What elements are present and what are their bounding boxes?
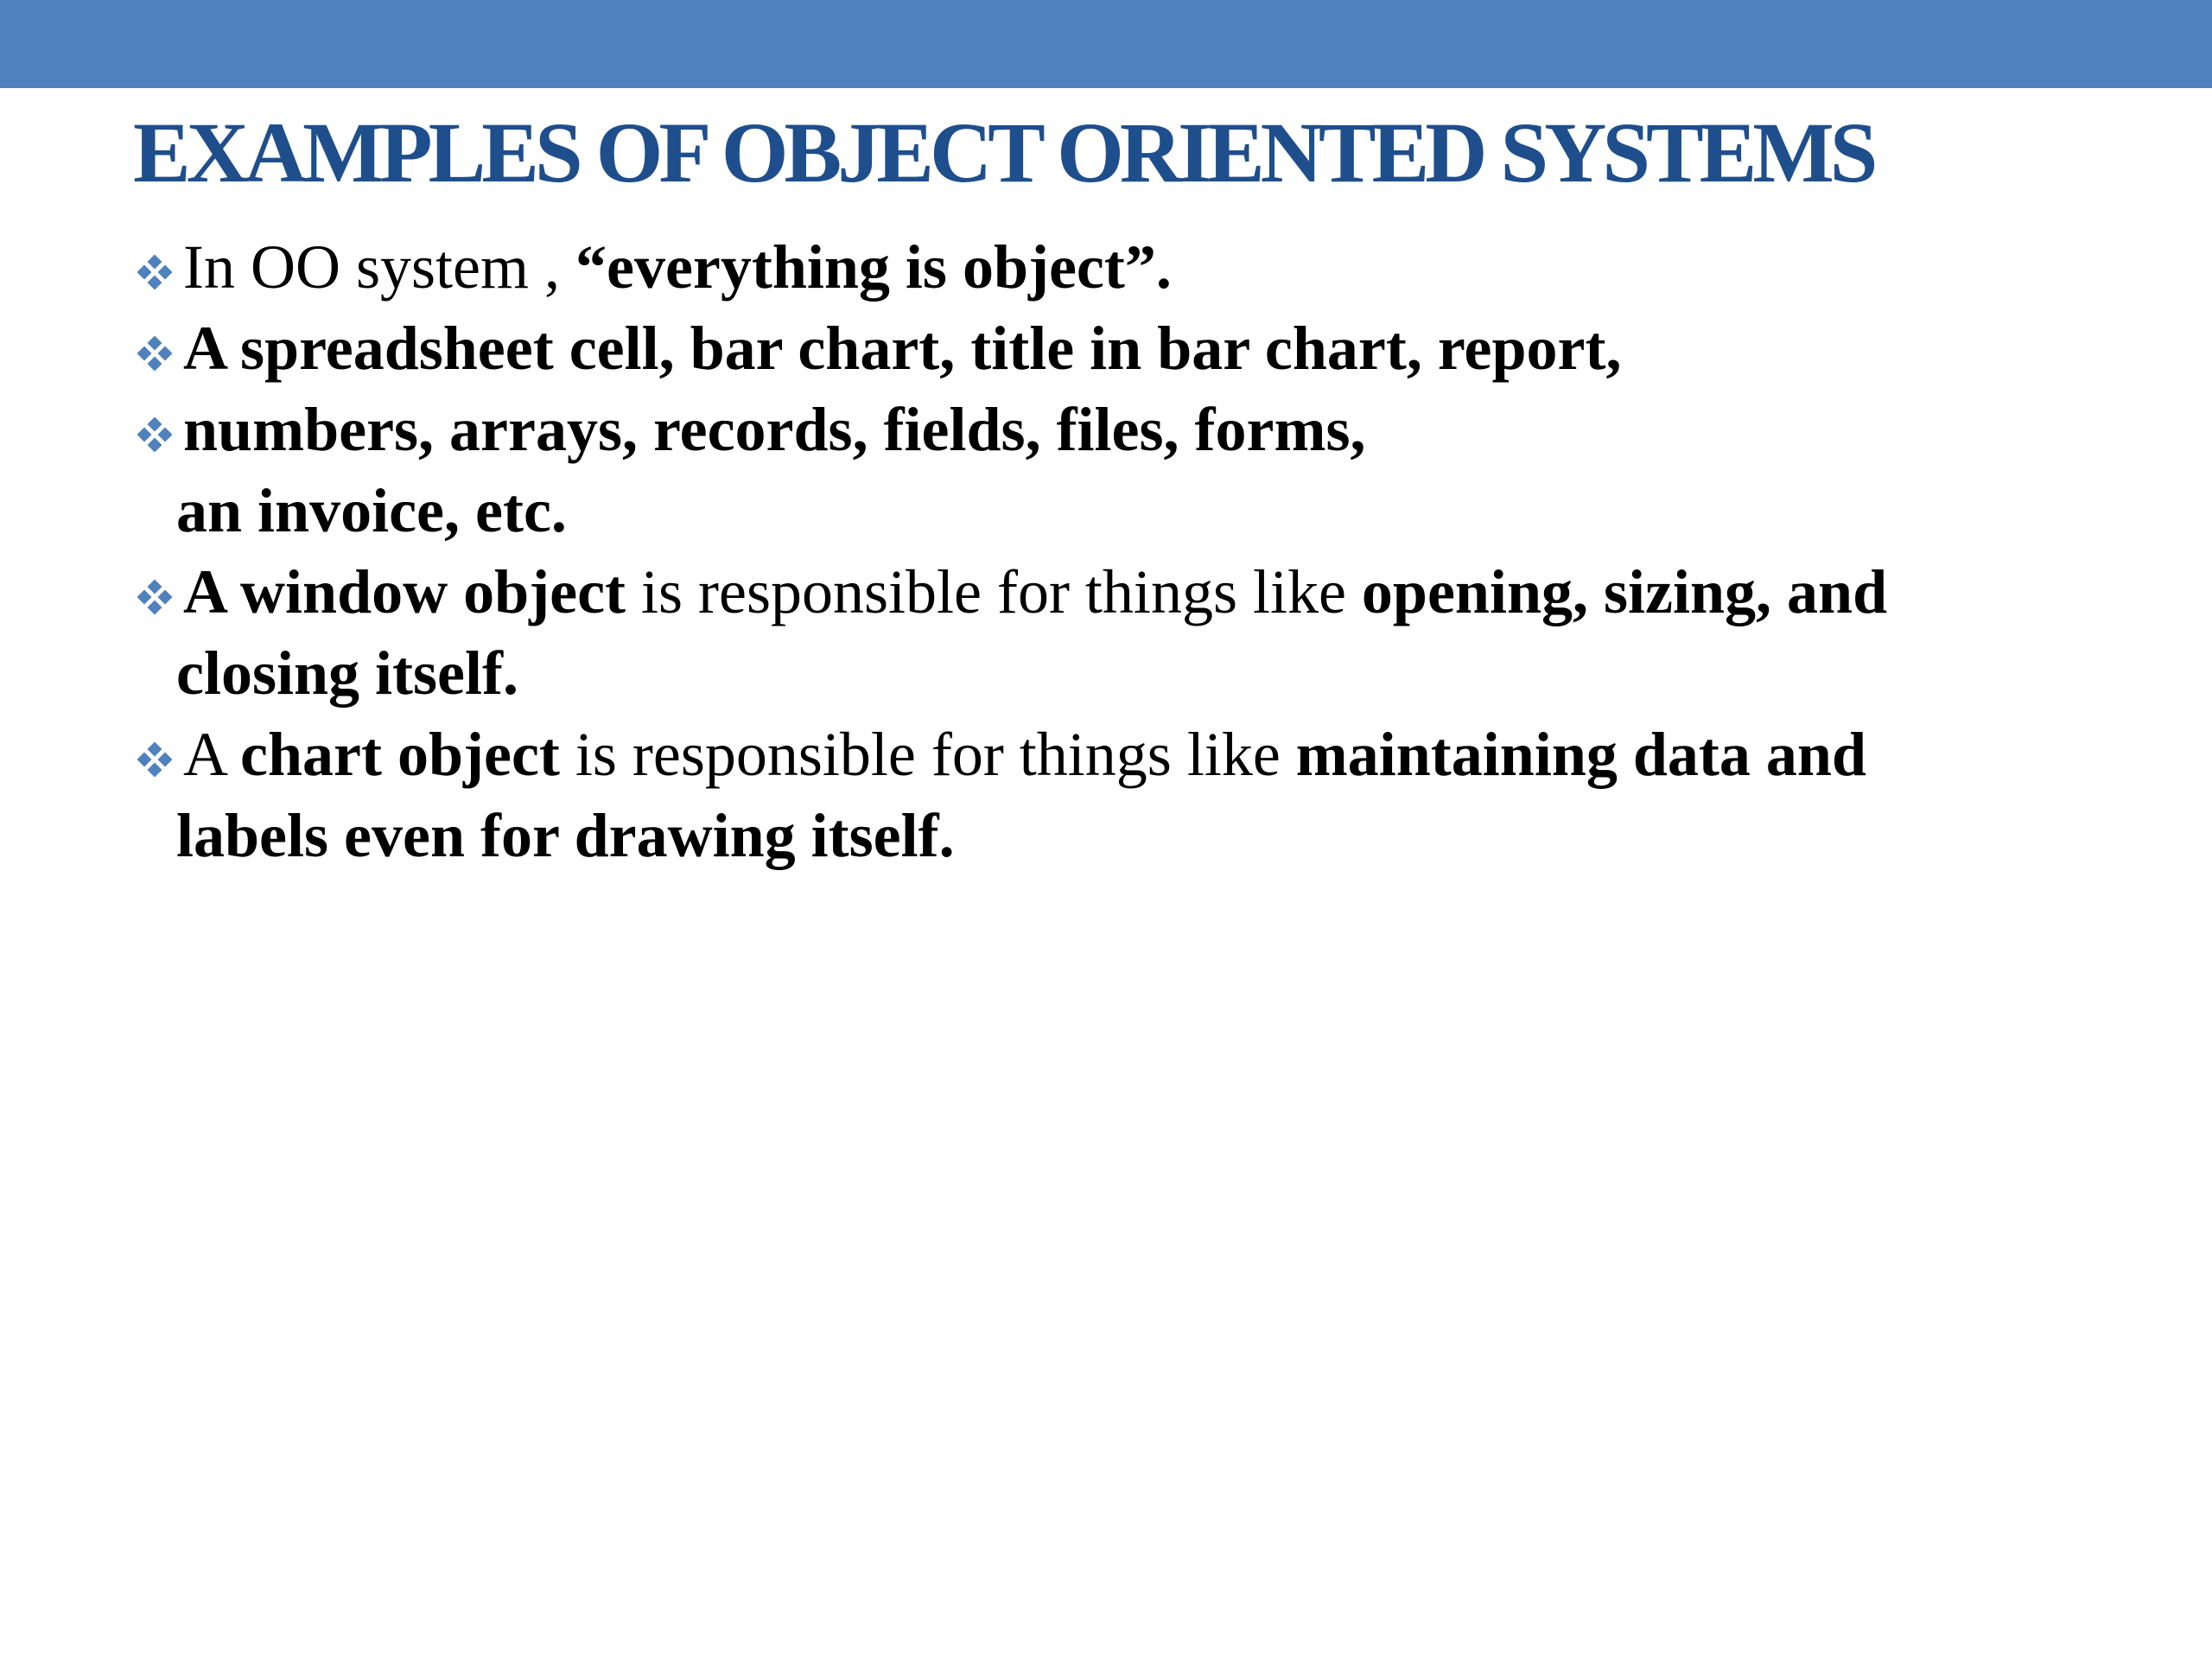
bullet-4-text-regular: is responsible for things like <box>626 557 1362 626</box>
bullet-item-3 <box>133 389 2120 551</box>
bullet-item-5 <box>133 714 2120 876</box>
bullet-3-continuation: an invoice, etc. <box>176 476 567 545</box>
bullet-4-text-bold-b: opening, sizing, and <box>1361 557 1888 626</box>
bullet-3-text: numbers, arrays, records, fields, files, forms, <box>183 395 1366 464</box>
bullet-list <box>133 226 2120 876</box>
diamond-bullet-icon <box>137 335 173 372</box>
bullet-item-4 <box>133 551 2120 714</box>
bullet-5-text-regular-a: A <box>183 720 241 789</box>
bullet-2-text: A spreadsheet cell, bar chart, title in bar chart, report, <box>183 314 1622 383</box>
bullet-5-text-regular-b: is responsible for things like <box>559 720 1296 789</box>
diamond-bullet-icon <box>137 579 173 615</box>
bullet-1-text-regular: In OO system , <box>183 232 575 302</box>
bullet-5-text-bold-a: chart object <box>240 720 560 789</box>
diamond-bullet-icon <box>137 416 173 453</box>
diamond-bullet-icon <box>137 741 173 778</box>
bullet-item-2 <box>133 308 2120 389</box>
bullet-4-text-bold-a: A window object <box>183 557 626 626</box>
header-accent-bar <box>0 0 2212 88</box>
bullet-item-1 <box>133 226 2120 308</box>
bullet-4-continuation: closing itself. <box>176 639 518 708</box>
bullet-5-continuation: labels even for drawing itself. <box>176 801 955 870</box>
bullet-5-text-bold-b: maintaining data and <box>1295 720 1866 789</box>
slide-title: EXAMPLES OF OBJECT ORIENTED SYSTEMS <box>133 105 1874 200</box>
diamond-bullet-icon <box>137 254 173 290</box>
bullet-1-text-bold: “everything is object”. <box>575 232 1172 302</box>
